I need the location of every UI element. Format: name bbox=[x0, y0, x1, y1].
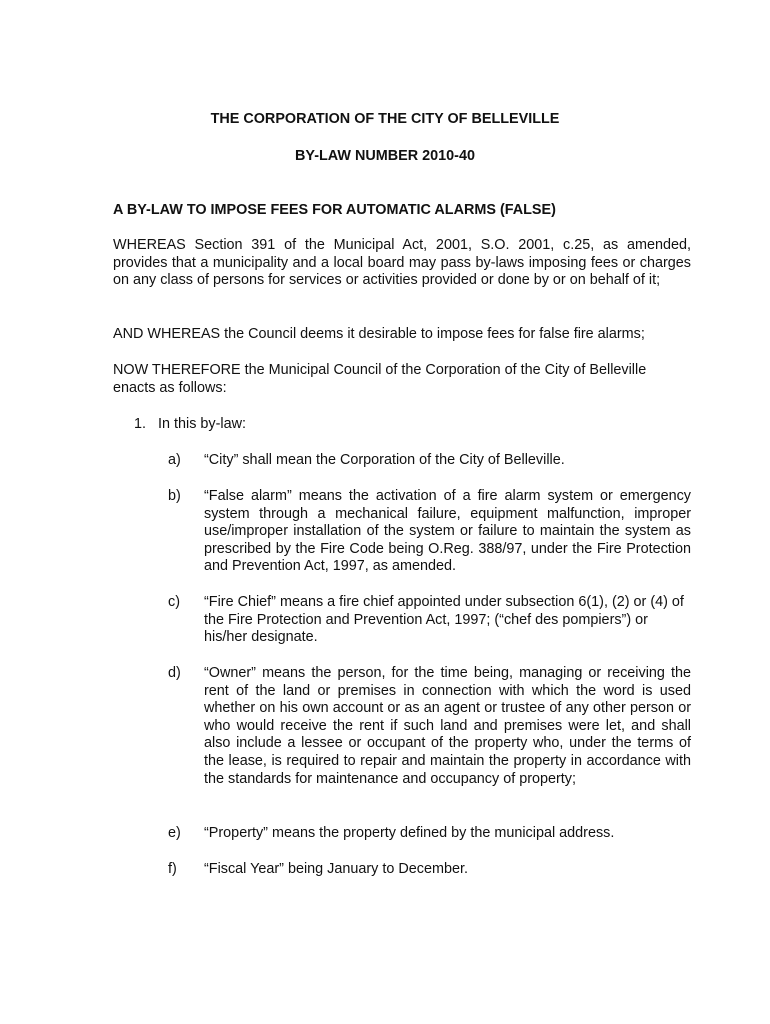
section-text: In this by-law: bbox=[158, 416, 246, 432]
section-1 bbox=[134, 416, 246, 434]
section-number: 1. bbox=[134, 416, 147, 432]
definition-text: “Fiscal Year” being January to December. bbox=[204, 861, 468, 877]
definition-text: “False alarm” means the activation of a fire alarm system or emergency system through a mechanical failure, equipment malfunction, improper use/improper installation of the system or failure to maintain the system as prescribed by the Fire Code being O.Reg. 388/97, under the Fire Protection and Prevention Act, 1997, as amended. bbox=[204, 488, 691, 575]
definition-letter: c) bbox=[168, 594, 180, 610]
definition-letter: f) bbox=[168, 861, 177, 877]
definition-text: “Property” means the property defined by the municipal address. bbox=[204, 825, 615, 841]
definition-letter: e) bbox=[168, 825, 181, 841]
definition-text: “City” shall mean the Corporation of the City of Belleville. bbox=[204, 452, 565, 468]
definition-letter: a) bbox=[168, 452, 181, 468]
bylaw-title: A BY-LAW TO IMPOSE FEES FOR AUTOMATIC ALARMS (FALSE) bbox=[113, 202, 556, 218]
definition-text: “Fire Chief” means a fire chief appointed under subsection 6(1), (2) or (4) of the Fire Protection and Prevention Act, 1997; (“chef des pompiers”) or his/her designate. bbox=[204, 594, 684, 646]
definition-text: “Owner” means the person, for the time being, managing or receiving the rent of the land or premises in connection with which the word is used whether on his own account or as an agent or trustee of any other person or who would receive the rent if such land and premises were let, and shall also include a lessee or occupant of the property who, under the terms of the lease, is required to repair and maintain the property in accordance with the standards for maintenance and occupancy of property; bbox=[204, 665, 691, 787]
definition-letter: d) bbox=[168, 665, 181, 681]
whereas-paragraph: WHEREAS Section 391 of the Municipal Act, 2001, S.O. 2001, c.25, as amended, provides that a municipality and a local board may pass by-laws imposing fees or charges on any class of persons for services or activities provided or done by or on behalf of it; bbox=[113, 237, 691, 289]
and-whereas-paragraph: AND WHEREAS the Council deems it desirable to impose fees for false fire alarms; bbox=[113, 326, 645, 342]
now-therefore-paragraph: NOW THEREFORE the Municipal Council of the Corporation of the City of Belleville enacts as follows: bbox=[113, 362, 647, 396]
bylaw-number-heading: BY-LAW NUMBER 2010-40 bbox=[295, 148, 475, 164]
corporation-heading: THE CORPORATION OF THE CITY OF BELLEVILLE bbox=[210, 111, 560, 127]
definition-letter: b) bbox=[168, 488, 181, 504]
